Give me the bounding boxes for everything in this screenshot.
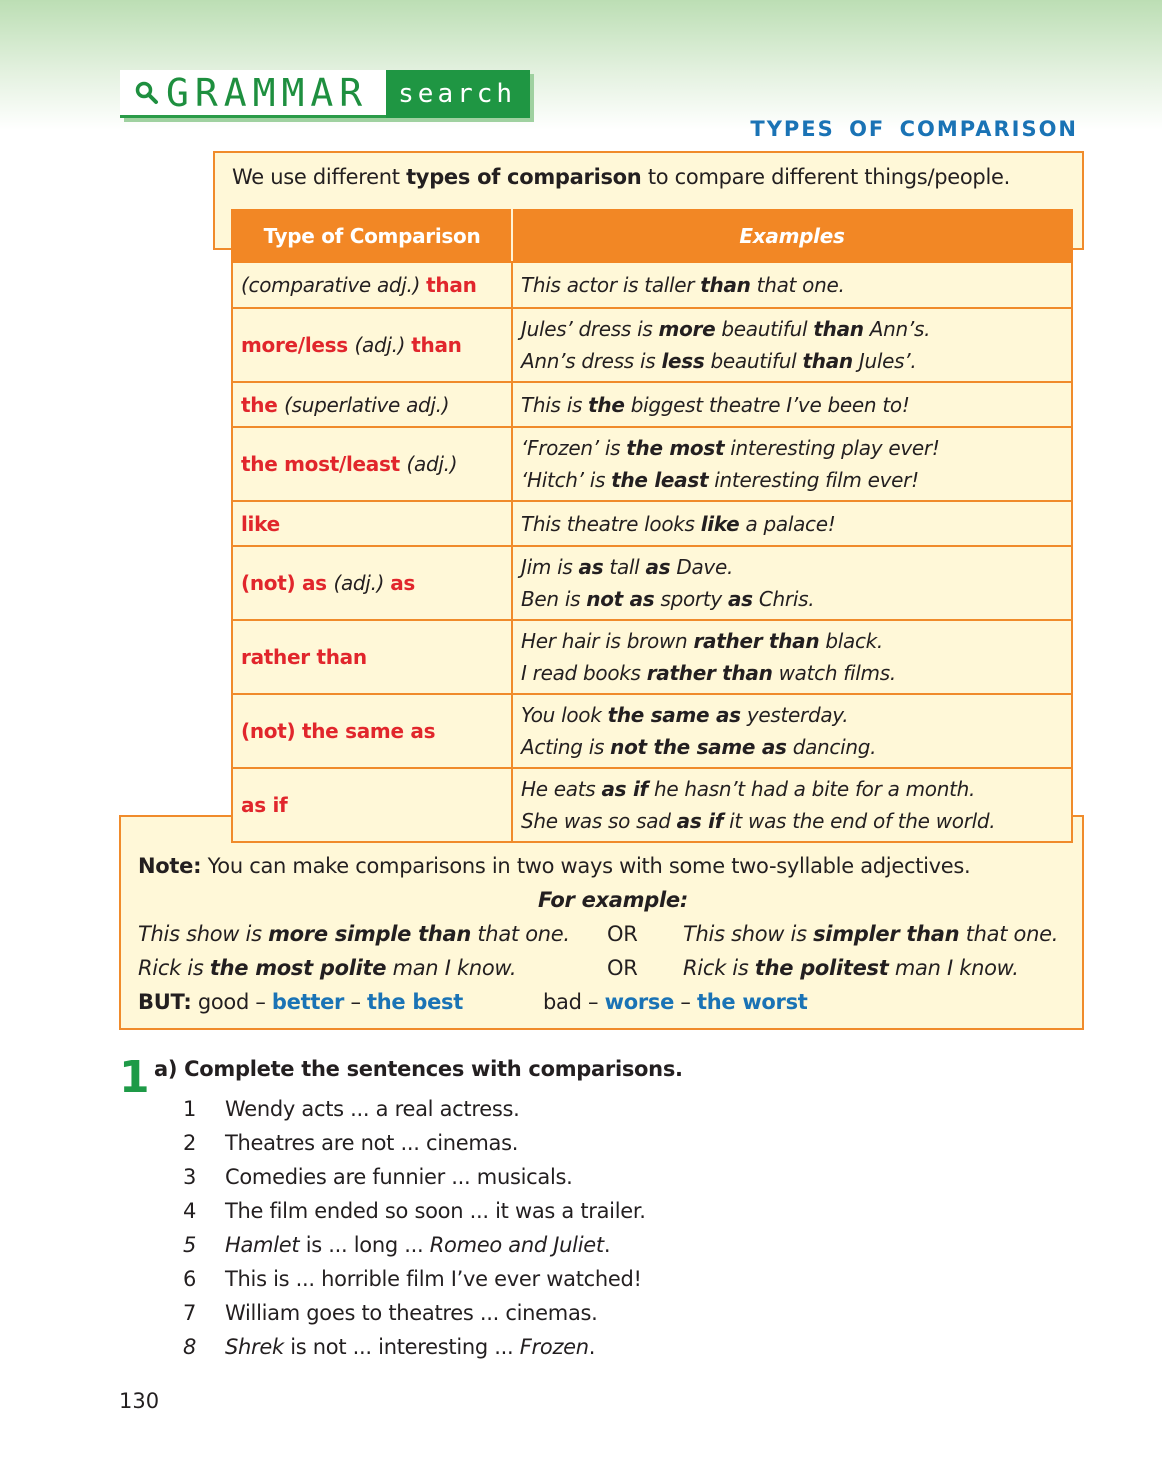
note-intro: Note: You can make comparisons in two ways with some two-syllable adjectives. xyxy=(138,854,971,878)
table-row xyxy=(232,501,1072,546)
item-sentence: Comedies are funnier ... musicals. xyxy=(225,1165,573,1189)
magnifier-icon xyxy=(134,80,160,106)
item-sentence: The film ended so soon ... it was a trailer. xyxy=(225,1199,646,1223)
item-sentence: Wendy acts ... a real actress. xyxy=(225,1097,520,1121)
comparison-type-cell: the most/least (adj.) xyxy=(232,427,512,501)
comparison-type-cell: rather than xyxy=(232,620,512,694)
comparison-type-cell: (comparative adj.) than xyxy=(232,262,512,308)
comparison-type-cell: (not) as (adj.) as xyxy=(232,546,512,620)
note-for-example: For example: xyxy=(538,888,688,912)
table-row xyxy=(232,768,1072,842)
item-number: 8 xyxy=(183,1335,197,1359)
table-row xyxy=(232,262,1072,308)
example-sentence: Acting is not the same as dancing. xyxy=(521,735,877,759)
note-pair-1-left: This show is more simple than that one. xyxy=(138,922,570,946)
comparison-type-cell: the (superlative adj.) xyxy=(232,382,512,427)
item-number: 1 xyxy=(183,1097,197,1121)
comparison-type-cell: like xyxy=(232,501,512,546)
example-sentence: I read books rather than watch films. xyxy=(521,661,896,685)
example-sentence: ‘Hitch’ is the least interesting film ever! xyxy=(521,468,919,492)
note-pair-1-right: This show is simpler than that one. xyxy=(683,922,1059,946)
exercise-instruction: a) Complete the sentences with comparisons. xyxy=(154,1057,683,1081)
examples-cell xyxy=(512,501,1072,546)
exercise-number: 1 xyxy=(119,1052,150,1103)
examples-cell xyxy=(512,262,1072,308)
examples-cell xyxy=(512,308,1072,382)
example-sentence: Ben is not as sporty as Chris. xyxy=(521,587,815,611)
examples-cell xyxy=(512,620,1072,694)
item-number: 6 xyxy=(183,1267,197,1291)
example-sentence: ‘Frozen’ is the most interesting play ever! xyxy=(521,436,940,460)
note-box xyxy=(119,815,1084,1030)
item-number: 2 xyxy=(183,1131,197,1155)
example-sentence: Jules’ dress is more beautiful than Ann’s. xyxy=(521,317,931,341)
item-number: 3 xyxy=(183,1165,197,1189)
example-sentence: Ann’s dress is less beautiful than Jules’. xyxy=(521,349,917,373)
examples-cell xyxy=(512,694,1072,768)
comparison-type-cell: as if xyxy=(232,768,512,842)
table-header-row xyxy=(232,210,1072,262)
item-sentence: Shrek is not ... interesting ... Frozen. xyxy=(225,1335,596,1359)
item-number: 4 xyxy=(183,1199,197,1223)
note-but-good: BUT: good – better – the best xyxy=(138,990,463,1014)
note-or-2: OR xyxy=(607,956,638,980)
examples-cell xyxy=(512,768,1072,842)
example-sentence: Her hair is brown rather than black. xyxy=(521,629,883,653)
grammar-search-logo xyxy=(120,70,530,118)
table-row xyxy=(232,382,1072,427)
comparison-type-cell: more/less (adj.) than xyxy=(232,308,512,382)
section-title: TYPES OF COMPARISON xyxy=(750,117,1078,141)
example-sentence: He eats as if he hasn’t had a bite for a month. xyxy=(521,777,976,801)
table-body xyxy=(232,262,1072,842)
item-sentence: This is ... horrible film I’ve ever watched! xyxy=(225,1267,642,1291)
item-sentence: Hamlet is ... long ... Romeo and Juliet. xyxy=(225,1233,611,1257)
header-type: Type of Comparison xyxy=(232,210,512,262)
example-sentence: This is the biggest theatre I’ve been to! xyxy=(521,392,910,417)
note-pair-2-right: Rick is the politest man I know. xyxy=(683,956,1019,980)
note-but-bad: bad – worse – the worst xyxy=(543,990,808,1014)
comparison-type-cell: (not) the same as xyxy=(232,694,512,768)
example-sentence: You look the same as yesterday. xyxy=(521,703,849,727)
page-number: 130 xyxy=(119,1389,160,1413)
table-row xyxy=(232,620,1072,694)
intro-text: We use different types of comparison to compare different things/people. xyxy=(232,165,1010,189)
examples-cell xyxy=(512,546,1072,620)
examples-cell xyxy=(512,427,1072,501)
table-row xyxy=(232,308,1072,382)
example-sentence: She was so sad as if it was the end of the world. xyxy=(521,809,996,833)
item-sentence: William goes to theatres ... cinemas. xyxy=(225,1301,598,1325)
examples-cell xyxy=(512,382,1072,427)
note-pair-2-left: Rick is the most polite man I know. xyxy=(138,956,517,980)
note-or-1: OR xyxy=(607,922,638,946)
logo-grammar-text: GRAMMAR xyxy=(166,70,369,115)
example-sentence: This theatre looks like a palace! xyxy=(521,511,836,536)
example-sentence: Jim is as tall as Dave. xyxy=(521,555,734,579)
comparison-table xyxy=(231,209,1073,843)
item-number: 5 xyxy=(183,1233,197,1257)
example-sentence: This actor is taller than that one. xyxy=(521,273,845,297)
table-row xyxy=(232,427,1072,501)
logo-search-text: search xyxy=(398,79,517,109)
header-examples: Examples xyxy=(512,210,1072,262)
item-number: 7 xyxy=(183,1301,197,1325)
table-row xyxy=(232,546,1072,620)
table-row xyxy=(232,694,1072,768)
item-sentence: Theatres are not ... cinemas. xyxy=(225,1131,519,1155)
